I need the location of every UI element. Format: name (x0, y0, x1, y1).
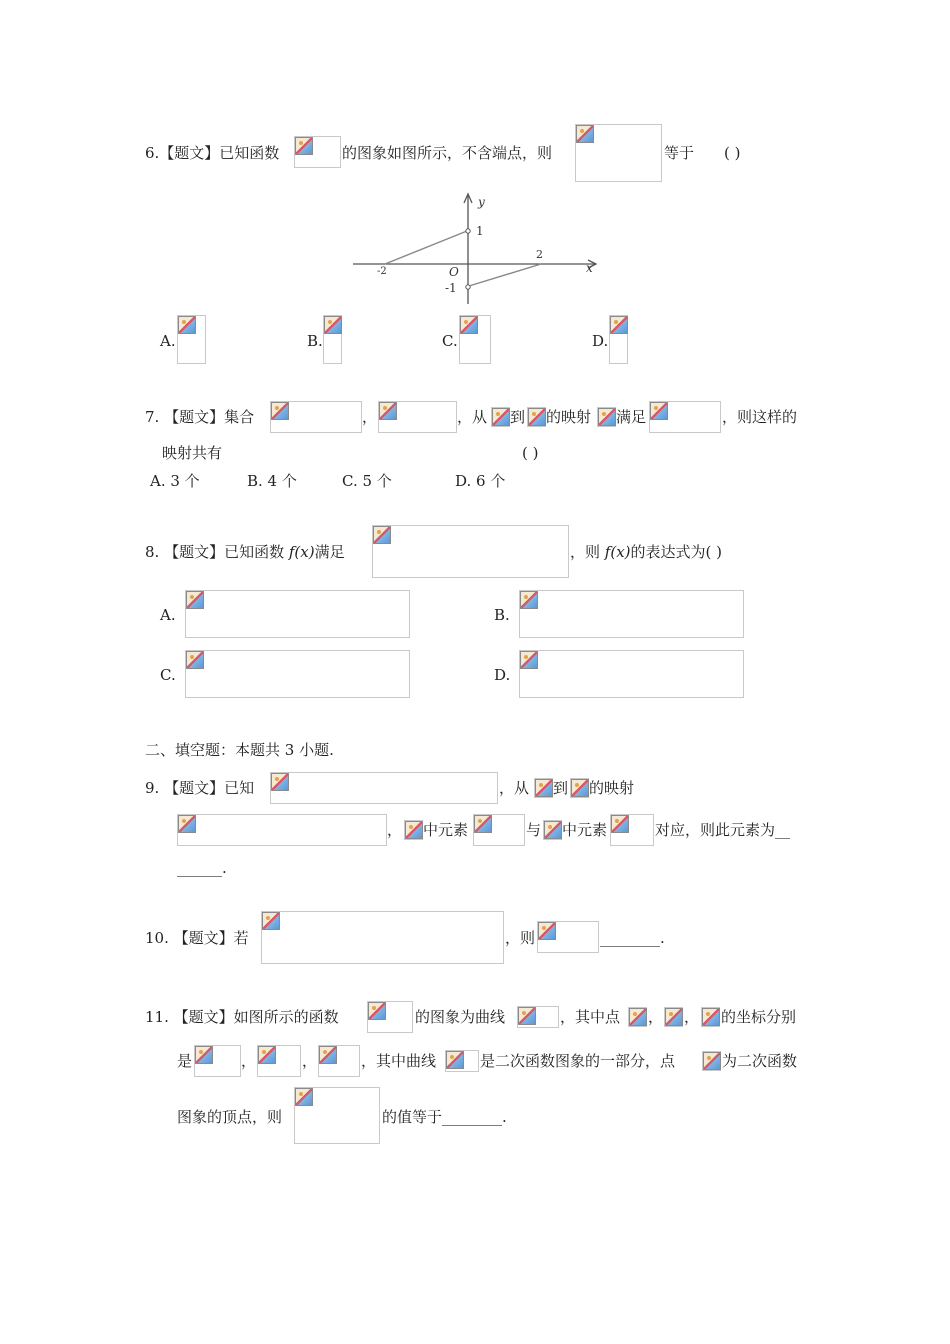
broken-image-icon (186, 651, 204, 669)
q11-line2-sep-2: ， (302, 1052, 318, 1070)
q11-point-a-image (628, 1007, 647, 1027)
q6-expression-image (575, 124, 662, 182)
q7-end: ，则这样的 (722, 408, 798, 426)
broken-image-icon (544, 821, 562, 839)
q11-text-d: 的坐标分别 (721, 1008, 797, 1026)
broken-image-icon (610, 316, 628, 334)
q6-option-a-label: A. (160, 332, 176, 350)
tick-label-2: 2 (536, 248, 543, 261)
q7-choice-c: C. 5 个 (342, 472, 392, 490)
q6-function-graph (345, 188, 605, 306)
broken-image-icon (611, 815, 629, 833)
q6-text-b: 的图象如图所示，不含端点，则 (342, 144, 553, 162)
q7-stem (145, 407, 254, 427)
broken-image-icon (629, 1008, 647, 1026)
broken-image-icon (324, 316, 342, 334)
broken-image-icon (271, 402, 289, 420)
q9-elem2: 中元素 (562, 821, 608, 839)
q9-comma: ， (387, 821, 403, 839)
q11-line2-sep-1: ， (241, 1052, 257, 1070)
broken-image-icon (571, 779, 589, 797)
q11-sep-1: ， (648, 1008, 664, 1026)
broken-image-icon (368, 1002, 386, 1020)
q8-stem (145, 542, 345, 562)
q8-option-c-label: C. (160, 666, 176, 684)
segment-left (385, 231, 467, 264)
open-endpoint-top (466, 229, 470, 233)
q11-text-c: ，其中点 (560, 1008, 621, 1026)
broken-image-icon (520, 591, 538, 609)
q6-text-a: 6.【题文】已知函数 (145, 144, 280, 162)
broken-image-icon (535, 779, 553, 797)
q9-from: ，从 (499, 779, 530, 797)
broken-image-icon (295, 137, 313, 155)
broken-image-icon (665, 1008, 683, 1026)
q7-to: 到 (510, 408, 526, 426)
q11-point-c-image (701, 1007, 720, 1027)
q7-set-b-image (378, 401, 457, 433)
q6-text-c: 等于 (664, 144, 695, 162)
y-axis-label: y (478, 195, 485, 209)
broken-image-icon (405, 821, 423, 839)
q6-option-a-image (177, 315, 206, 364)
q6-option-d-image (609, 315, 628, 364)
q7-from: ，从 (457, 408, 488, 426)
q7-answer-paren: ( ) (522, 444, 539, 462)
q11-value-image (294, 1087, 380, 1144)
broken-image-icon (492, 408, 510, 426)
q10-expression-image (537, 921, 599, 953)
q11-curve-image (517, 1006, 559, 1028)
q7-choice-a: A. 3 个 (150, 472, 200, 490)
broken-image-icon (474, 815, 492, 833)
q6-option-c-image (459, 315, 491, 364)
q11-sep-2: ， (684, 1008, 700, 1026)
q6-stem-b (342, 143, 552, 163)
q9-to-image (570, 778, 589, 798)
q8-text-a: 8. 【题文】已知函数 (145, 543, 285, 561)
broken-image-icon (520, 651, 538, 669)
q11-coord-b-image (257, 1045, 301, 1077)
q7-condition-image (649, 401, 721, 433)
q8-fx-2: f(x) (604, 543, 631, 561)
broken-image-icon (702, 1008, 720, 1026)
q7-text-a: 7. 【题文】集合 (145, 408, 255, 426)
q9-set-b-image (543, 820, 562, 840)
tick-label-minus1: -1 (445, 281, 457, 295)
q6-option-b-label: B. (307, 332, 323, 350)
origin-label: O (449, 265, 459, 279)
tick-label-minus2: -2 (377, 266, 387, 277)
q6-paren: ( ) (724, 144, 741, 162)
broken-image-icon (195, 1046, 213, 1064)
broken-image-icon (446, 1051, 464, 1069)
q8-option-d-image (519, 650, 744, 698)
broken-image-icon (258, 1046, 276, 1064)
q11-coord-a-image (194, 1045, 241, 1077)
q8-option-a-image (185, 590, 410, 638)
broken-image-icon (650, 402, 668, 420)
broken-image-icon (271, 773, 289, 791)
open-endpoint-bottom (466, 285, 470, 289)
q7-map: 的映射 (546, 408, 592, 426)
q11-line2-a: 是 (177, 1052, 193, 1070)
q11-function-image (367, 1001, 413, 1033)
q11-stem: 11. 【题文】如图所示的函数 (145, 1008, 339, 1026)
q10-blank: ________. (600, 929, 665, 947)
q9-line3: ______. (177, 859, 227, 877)
q11-coord-c-image (318, 1045, 360, 1077)
broken-image-icon (178, 815, 196, 833)
q6-stem-c (664, 143, 694, 163)
segment-right (469, 264, 541, 286)
q6-option-c-label: C. (442, 332, 458, 350)
q9-elem-b-image (610, 814, 654, 846)
broken-image-icon (186, 591, 204, 609)
q9-elem: 中元素 (423, 821, 469, 839)
q7-from-image (491, 407, 510, 427)
broken-image-icon (576, 125, 594, 143)
broken-image-icon (518, 1007, 536, 1025)
q8-text-c: ，则 (570, 543, 601, 561)
q8-option-b-label: B. (494, 606, 510, 624)
broken-image-icon (319, 1046, 337, 1064)
q8-option-d-label: D. (494, 666, 511, 684)
q9-mapping-image (177, 814, 387, 846)
q8-condition-image (372, 525, 569, 578)
q9-corr: 对应，则此元素为__ (655, 821, 791, 839)
q7-comma: ， (362, 408, 378, 426)
broken-image-icon (262, 912, 280, 930)
q8-option-b-image (519, 590, 744, 638)
broken-image-icon (178, 316, 196, 334)
broken-image-icon (460, 316, 478, 334)
q9-with: 与 (526, 821, 542, 839)
q8-text-d: 的表达式为( ) (630, 543, 722, 561)
broken-image-icon (598, 408, 616, 426)
q8-option-c-image (185, 650, 410, 698)
q9-map: 的映射 (589, 779, 635, 797)
q11-line3-b: 的值等于________. (382, 1108, 507, 1126)
broken-image-icon (703, 1052, 721, 1070)
q7-choice-d: D. 6 个 (455, 472, 506, 490)
q6-answer-paren (724, 143, 740, 163)
q6-function-image (294, 136, 341, 168)
broken-image-icon (528, 408, 546, 426)
q11-curve-part-image (445, 1050, 479, 1072)
q11-text-b: 的图象为曲线 (415, 1008, 506, 1026)
broken-image-icon (379, 402, 397, 420)
q9-stem: 9. 【题文】已知 (145, 779, 255, 797)
q7-map-image (597, 407, 616, 427)
q10-condition-image (261, 911, 504, 964)
q9-elem-a-image (473, 814, 525, 846)
q8-text-b: 满足 (314, 543, 345, 561)
q11-point-b-image (664, 1007, 683, 1027)
q7-choice-b: B. 4 个 (247, 472, 297, 490)
broken-image-icon (538, 922, 556, 940)
q11-line2-d: 为二次函数 (722, 1052, 798, 1070)
broken-image-icon (295, 1088, 313, 1106)
q8-fx: f(x) (288, 543, 315, 561)
q11-line2-b: ，其中曲线 (361, 1052, 437, 1070)
q9-set-image (270, 772, 498, 804)
q7-to-image (527, 407, 546, 427)
x-axis-label: x (586, 261, 593, 275)
q9-from-image (534, 778, 553, 798)
q11-vertex-image (702, 1051, 721, 1071)
section-2-heading: 二、填空题：本题共 3 小题. (145, 741, 334, 759)
q9-to: 到 (553, 779, 569, 797)
broken-image-icon (373, 526, 391, 544)
q6-option-d-label: D. (592, 332, 609, 350)
q7-line2: 映射共有 (162, 444, 223, 462)
q11-line2-c: 是二次函数图象的一部分，点 (480, 1052, 676, 1070)
q7-set-a-image (270, 401, 362, 433)
q6-stem (145, 143, 279, 163)
q8-option-a-label: A. (160, 606, 176, 624)
tick-label-1: 1 (476, 224, 484, 238)
q10-stem: 10. 【题文】若 (145, 929, 249, 947)
q8-stem-c (570, 542, 722, 562)
q9-set-a-image (404, 820, 423, 840)
q11-line3-a: 图象的顶点，则 (177, 1108, 283, 1126)
q10-then: ，则 (505, 929, 536, 947)
q6-option-b-image (323, 315, 342, 364)
q7-satisfy: 满足 (616, 408, 647, 426)
